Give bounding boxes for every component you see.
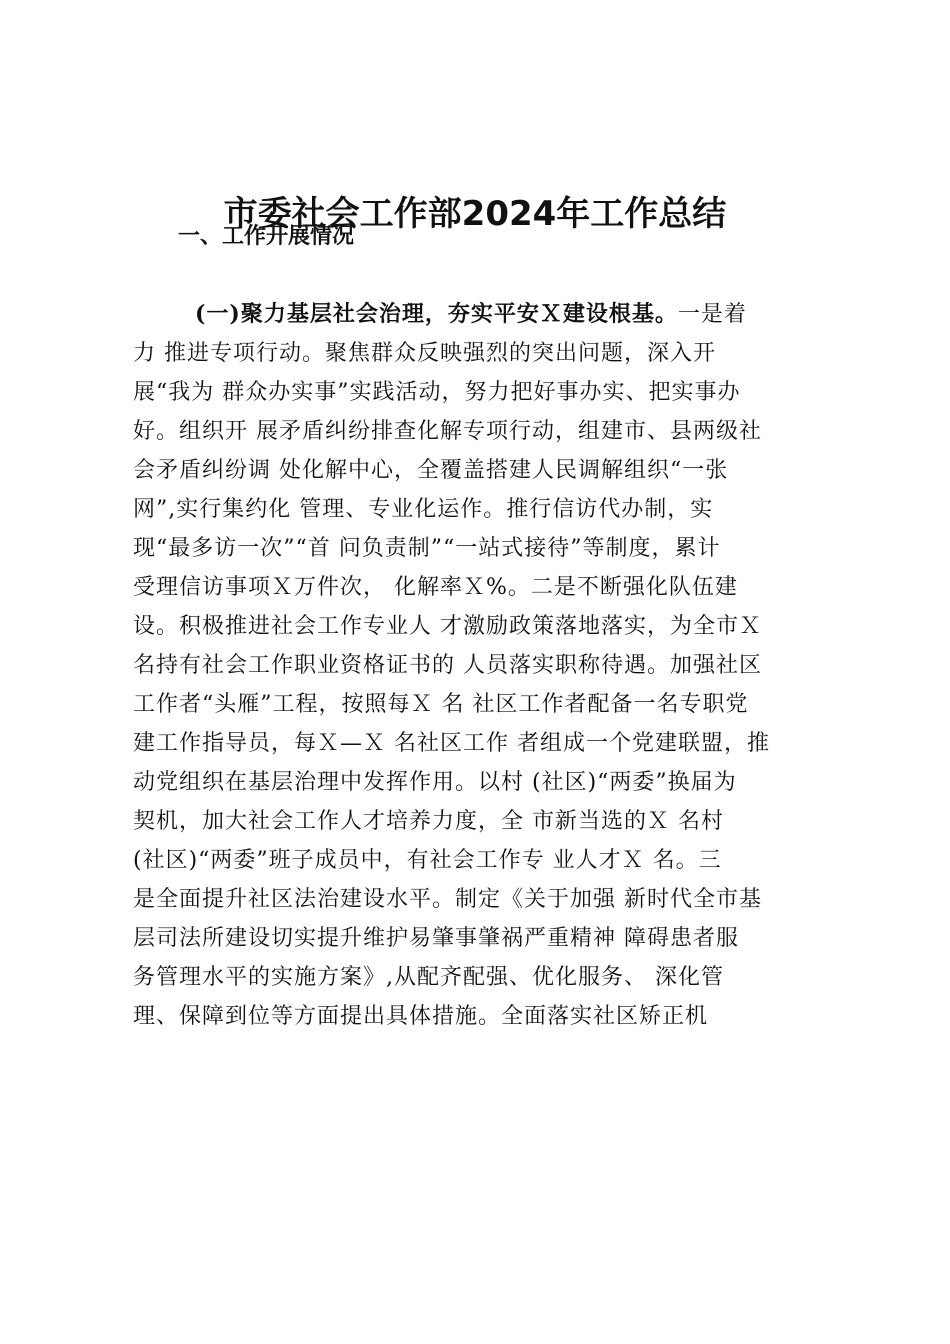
body-text	[133, 295, 833, 1036]
paragraph-line: 契机，加大社会工作人才培养力度，全 市新当选的Ｘ 名村	[133, 809, 724, 834]
paragraph-line: 层司法所建设切实提升维护易肇事肇祸严重精神 障碍患者服	[133, 926, 739, 951]
paragraph-line: 好。组织开 展矛盾纠纷排查化解专项行动，组建市、县两级社	[133, 419, 762, 444]
paragraph-line: 工作者“头雁”工程，按照每Ｘ 名 社区工作者配备一名专职党	[133, 692, 749, 717]
section-heading: 一、工作开展情况	[178, 224, 355, 249]
paragraph-line: 会矛盾纠纷调 处化解中心，全覆盖搭建人民调解组织“一张	[133, 458, 729, 483]
paragraph-line	[133, 295, 833, 334]
paragraph-line: 务管理水平的实施方案》,从配齐配强、优化服务、 深化管	[133, 965, 724, 990]
paragraph-line: 设。积极推进社会工作专业人 才激励政策落地落实，为全市Ｘ	[133, 614, 762, 639]
paragraph-line: 动党组织在基层治理中发挥作用。以村 (社区)“两委”换届为	[133, 770, 737, 795]
paragraph-line: 力 推进专项行动。聚焦群众反映强烈的突出问题，深入开	[133, 341, 716, 366]
paragraph-line: 是全面提升社区法治建设水平。制定《关于加强 新时代全市基	[133, 887, 762, 912]
paragraph-line: 网”,实行集约化 管理、专业化运作。推行信访代办制，实	[133, 497, 714, 522]
subheading: (一)聚力基层社会治理，夯实平安Ｘ建设根基。	[195, 301, 678, 327]
paragraph-line: 现“最多访一次”“首 问负责制”“一站式接待”等制度，累计	[133, 536, 721, 561]
paragraph-line: 展“我为 群众办实事”实践活动，努力把好事办实、把实事办	[133, 380, 741, 405]
paragraph-line: 理、保障到位等方面提出具体措施。全面落实社区矫正机	[133, 1004, 709, 1029]
paragraph-line: 建工作指导员，每Ｘ—Ｘ 名社区工作 者组成一个党建联盟，推	[133, 731, 770, 756]
paragraph-line: 名持有社会工作职业资格证书的 人员落实职称待遇。加强社区	[133, 653, 762, 678]
paragraph-line: 受理信访事项Ｘ万件次， 化解率Ｘ%。二是不断强化队伍建	[133, 575, 738, 600]
document-title: 市委社会工作部2024年工作总结	[223, 194, 727, 234]
paragraph-line: (社区)“两委”班子成员中，有社会工作专 业人才Ｘ 名。三	[133, 848, 722, 873]
paragraph-text: 一是着	[677, 302, 747, 327]
